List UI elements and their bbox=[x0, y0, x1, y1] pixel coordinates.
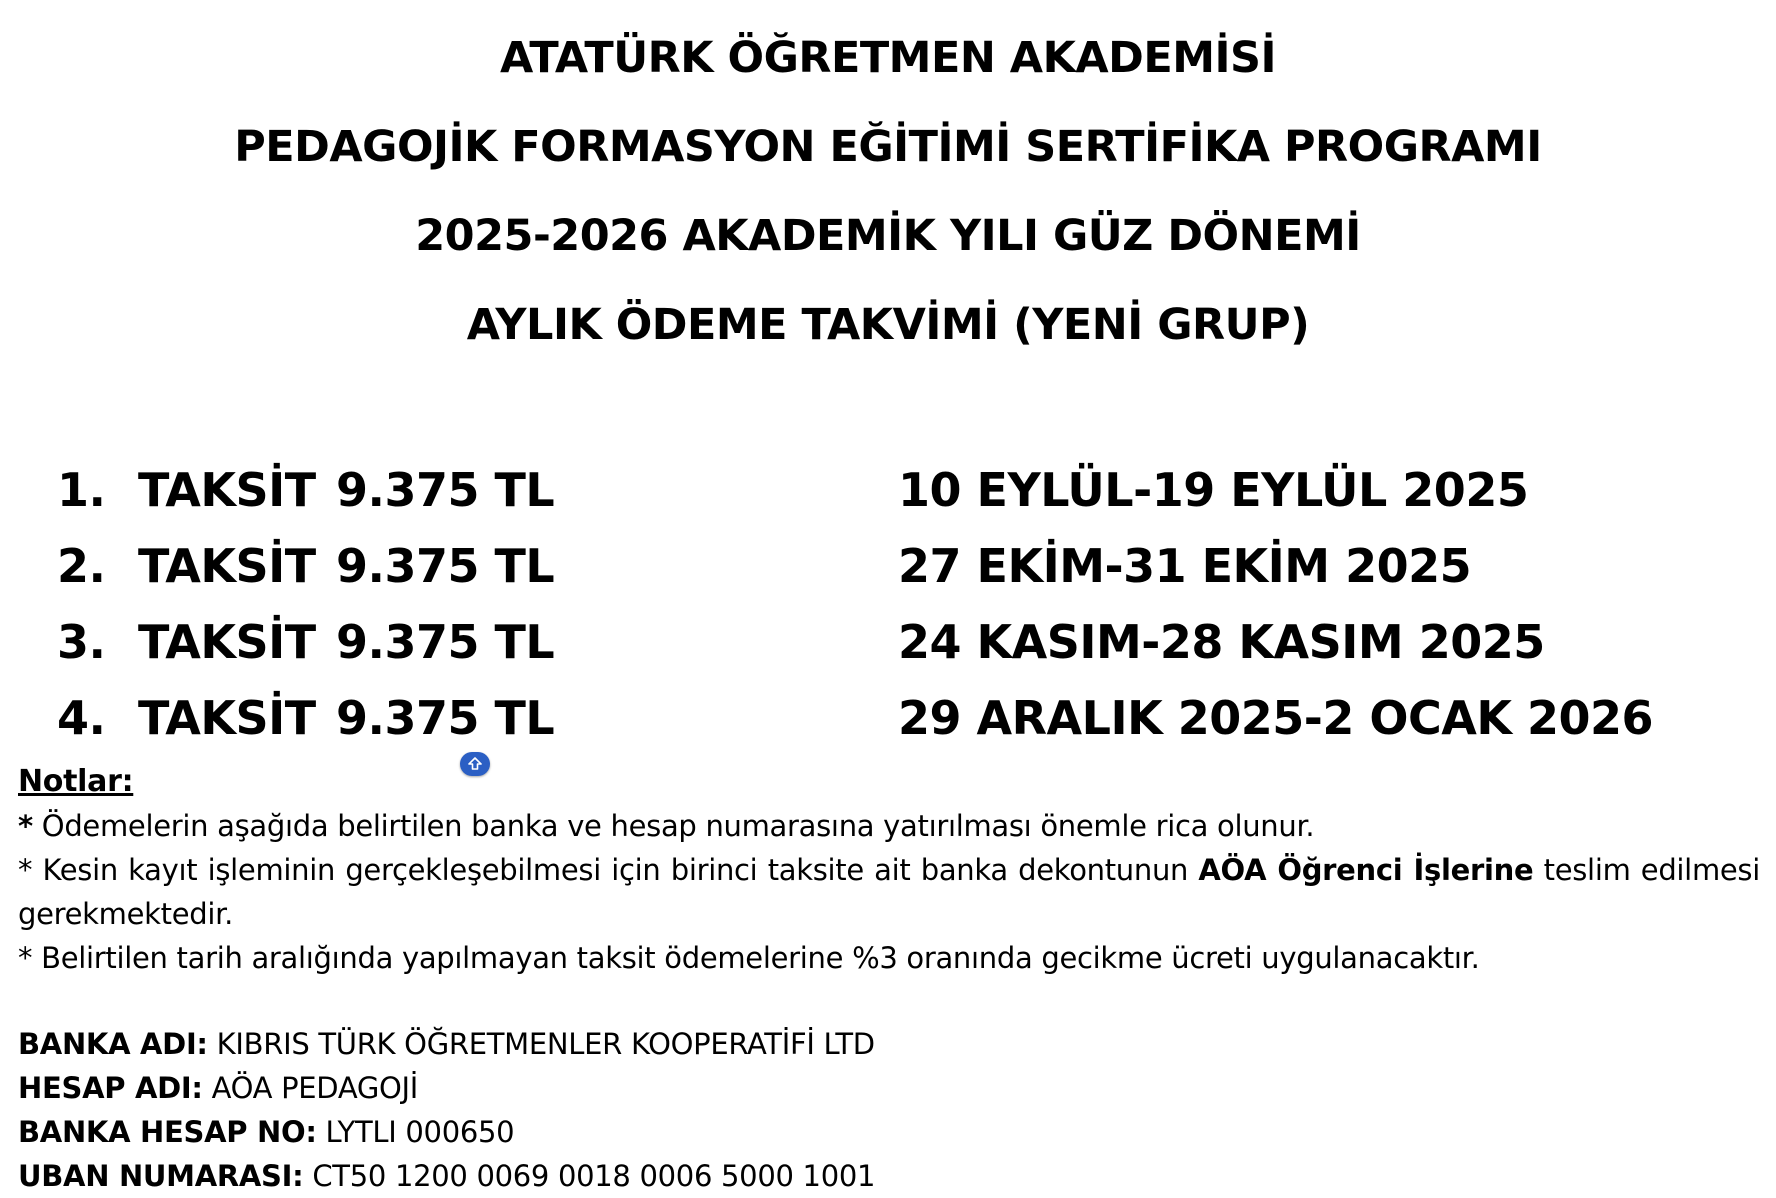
installment-number: 2. bbox=[57, 539, 106, 593]
note-bullet: * bbox=[18, 853, 33, 887]
note-text: Belirtilen tarih aralığında yapılmayan taksit ödemelerine %3 oranında gecikme ücreti uygulanacaktır. bbox=[41, 941, 1480, 975]
installment-dates: 29 ARALIK 2025-2 OCAK 2026 bbox=[898, 691, 1654, 745]
heading-schedule-title: AYLIK ÖDEME TAKVİMİ (YENİ GRUP) bbox=[466, 300, 1310, 350]
installment-row bbox=[0, 680, 1776, 756]
notes-title: Notlar: bbox=[18, 764, 134, 799]
installment-amount: 9.375 TL bbox=[336, 463, 555, 517]
installment-amount: 9.375 TL bbox=[336, 691, 555, 745]
uban-row bbox=[18, 1154, 875, 1198]
note-text: teslim edilmesi bbox=[1543, 853, 1761, 887]
bank-name-value: KIBRIS TÜRK ÖĞRETMENLER KOOPERATİFİ LTD bbox=[216, 1027, 875, 1061]
bank-name-label: BANKA ADI: bbox=[18, 1027, 208, 1061]
installment-dates: 27 EKİM-31 EKİM 2025 bbox=[898, 539, 1472, 593]
installment-row bbox=[0, 452, 1776, 528]
installment-number: 1. bbox=[57, 463, 106, 517]
uban-value: CT50 1200 0069 0018 0006 5000 1001 bbox=[312, 1159, 876, 1193]
bank-name-row bbox=[18, 1022, 875, 1066]
document-heading bbox=[0, 14, 1776, 370]
installment-label: TAKSİT bbox=[138, 691, 316, 745]
heading-term: 2025-2026 AKADEMİK YILI GÜZ DÖNEMİ bbox=[415, 211, 1361, 261]
note-item bbox=[18, 804, 1760, 848]
note-text: Ödemelerin aşağıda belirtilen banka ve hesap numarasına yatırılması önemle rica olunur. bbox=[41, 809, 1315, 843]
account-name-row bbox=[18, 1066, 875, 1110]
uban-label: UBAN NUMARASI: bbox=[18, 1159, 304, 1193]
installment-number: 4. bbox=[57, 691, 106, 745]
note-item bbox=[18, 848, 1760, 892]
installment-dates: 10 EYLÜL-19 EYLÜL 2025 bbox=[898, 463, 1529, 517]
account-number-label: BANKA HESAP NO: bbox=[18, 1115, 317, 1149]
note-bullet: * bbox=[18, 809, 33, 843]
note-item bbox=[18, 936, 1760, 980]
heading-institution: ATATÜRK ÖĞRETMEN AKADEMİSİ bbox=[499, 33, 1276, 83]
account-number-row bbox=[18, 1110, 875, 1154]
installment-label: TAKSİT bbox=[138, 615, 316, 669]
account-name-label: HESAP ADI: bbox=[18, 1071, 203, 1105]
account-number-value: LYTLI 000650 bbox=[325, 1115, 515, 1149]
heading-program: PEDAGOJİK FORMASYON EĞİTİMİ SERTİFİKA PROGRAMI bbox=[234, 122, 1542, 172]
account-name-value: AÖA PEDAGOJİ bbox=[211, 1071, 419, 1105]
installment-row bbox=[0, 604, 1776, 680]
note-bullet: * bbox=[18, 941, 33, 975]
installment-list bbox=[0, 452, 1776, 756]
installment-amount: 9.375 TL bbox=[336, 539, 555, 593]
installment-number: 3. bbox=[57, 615, 106, 669]
bank-details bbox=[18, 1022, 875, 1198]
installment-label: TAKSİT bbox=[138, 539, 316, 593]
installment-dates: 24 KASIM-28 KASIM 2025 bbox=[898, 615, 1545, 669]
notes-section bbox=[18, 760, 1760, 980]
note-emphasis: AÖA Öğrenci İşlerine bbox=[1198, 853, 1534, 887]
note-continuation: gerekmektedir. bbox=[18, 897, 234, 931]
note-text: Kesin kayıt işleminin gerçekleşebilmesi için birinci taksite ait banka dekontunun bbox=[42, 853, 1189, 887]
installment-row bbox=[0, 528, 1776, 604]
installment-label: TAKSİT bbox=[138, 463, 316, 517]
installment-amount: 9.375 TL bbox=[336, 615, 555, 669]
